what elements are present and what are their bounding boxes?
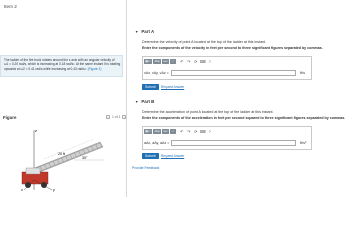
page-title: Item 2 (4, 4, 17, 9)
part-b-request-answer-link[interactable]: Request Answer (161, 154, 185, 158)
templates-button[interactable]: ▦√□ (145, 58, 152, 63)
next-figure-button[interactable]: › (123, 115, 125, 119)
problem-line (4, 67, 119, 71)
figure-pager (106, 115, 126, 119)
vector-button[interactable]: vec (163, 58, 168, 63)
z-axis-label: z (35, 128, 37, 133)
collapse-caret-icon[interactable]: ▼ (135, 99, 139, 104)
problem-line: The ladder of the fire truck rotates around the z axis with an angular velocity of (4, 58, 115, 62)
templates-button[interactable]: ▦√□ (145, 128, 152, 133)
reset-icon[interactable]: ⟳ (194, 58, 198, 64)
x-axis-label: x (21, 188, 23, 192)
part-a-prompt: Determine the velocity of point A located at the top of the ladder at this instant. (142, 40, 267, 44)
part-b-unit: ft/s² (300, 141, 307, 145)
problem-statement (0, 55, 123, 77)
part-b-answer-input[interactable] (171, 140, 296, 146)
part-a-request-answer-link[interactable]: Request Answer (161, 85, 185, 89)
truck-base (22, 168, 48, 188)
undo-icon[interactable]: ↶ (180, 128, 184, 134)
keyboard-icon[interactable]: ⌨ (199, 128, 206, 134)
part-a-header[interactable] (135, 29, 154, 34)
redo-icon[interactable]: ↷ (187, 58, 191, 64)
part-a-instruction: Enter the components of the velocity in feet per second to three significant figures separated by commas. (142, 46, 323, 50)
part-a-unit: ft/s (300, 71, 306, 75)
angle-label: 30° (82, 156, 88, 160)
figure-page-count: 1 of 1 (112, 115, 121, 119)
part-b-title: Part B (141, 99, 155, 104)
ladder (32, 142, 103, 174)
part-a-toolbar (144, 58, 213, 64)
help-icon[interactable]: ? (208, 58, 211, 64)
collapse-caret-icon[interactable]: ▼ (135, 29, 139, 34)
reset-icon[interactable]: ⟳ (194, 128, 198, 134)
prev-figure-button[interactable]: ‹ (107, 115, 109, 119)
part-b-answer-label: aAx, aAy, aAz = (144, 141, 170, 145)
redo-icon[interactable]: ↷ (187, 128, 191, 134)
part-b-header[interactable] (135, 99, 154, 104)
part-b-toolbar (144, 128, 213, 134)
keyboard-icon[interactable]: ⌨ (199, 58, 206, 64)
help-icon[interactable]: ? (208, 128, 211, 134)
figure-link[interactable]: (Figure 1) (87, 66, 102, 71)
part-b-prompt: Determine the acceleration of point A located at the top of the ladder at this instant. (142, 110, 274, 114)
provide-feedback-link[interactable]: Provide Feedback (132, 166, 160, 170)
greek-symbols-button[interactable]: ΑΣφ (154, 58, 160, 63)
part-b-submit-button[interactable]: Submit (142, 153, 159, 159)
greek-symbols-button[interactable]: ΑΣφ (154, 128, 160, 133)
figure-heading: Figure (3, 115, 17, 120)
fire-truck-figure (14, 124, 118, 192)
part-a-submit-button[interactable]: Submit (142, 84, 159, 90)
column-divider (126, 0, 127, 197)
vector-button[interactable]: vec (163, 128, 168, 133)
subscript-button[interactable]: ↓↑ (171, 128, 175, 133)
part-a-title: Part A (141, 29, 155, 34)
part-a-answer-label: vAx, vAy, vAz = (144, 71, 169, 75)
part-a-answer-input[interactable] (171, 70, 296, 76)
problem-line: ω1 = 0.20 rad/s, which is increasing at 0.18 rad/s². At the same instant it is rotating (4, 62, 121, 67)
problem-line-text: upwards at ω2 = 0.41 rad/s while increasing at 0.43 rad/s². (4, 66, 87, 71)
undo-icon[interactable]: ↶ (180, 58, 184, 64)
part-b-instruction: Enter the components of the acceleration in feet per second squared to three significant figures separated by commas. (142, 116, 346, 120)
y-axis-label: y (53, 188, 55, 192)
length-label: 20 ft (58, 152, 65, 156)
subscript-button[interactable]: ↓↑ (171, 58, 175, 63)
